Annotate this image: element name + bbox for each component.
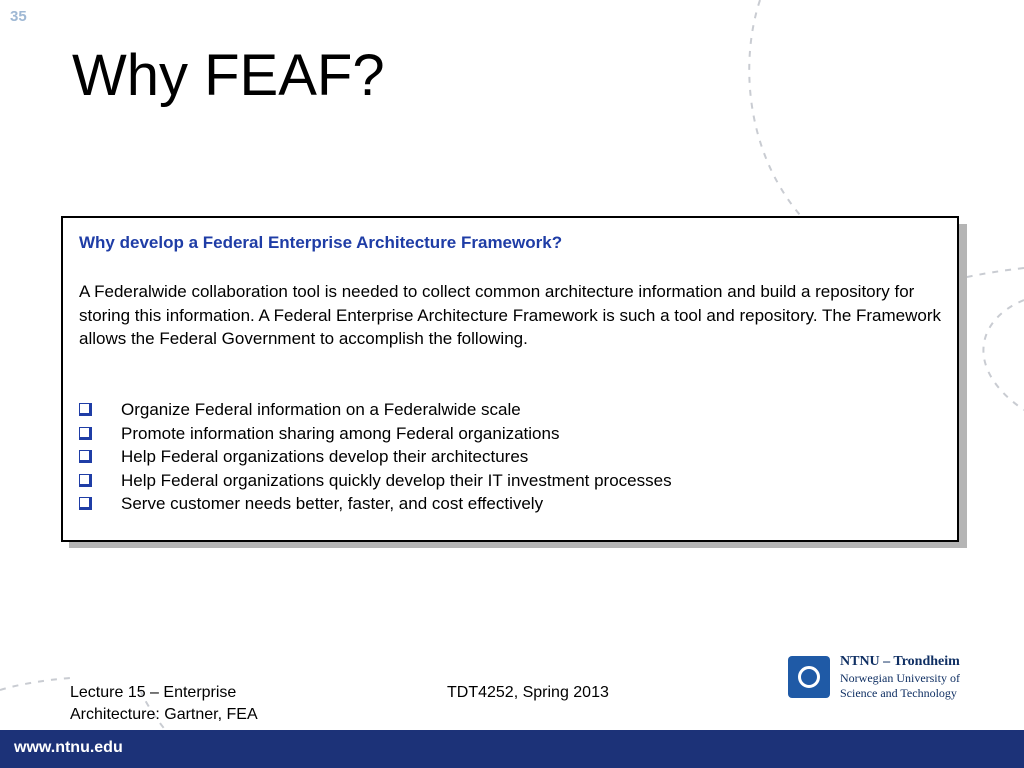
checkbox-bullet-icon [79,403,92,416]
list-item-text: Promote information sharing among Federal organizations [121,423,560,443]
bottom-bar [0,730,1024,768]
list-item [79,422,672,446]
list-item-text: Help Federal organizations quickly develop their IT investment processes [121,470,672,490]
slide-title: Why FEAF? [72,43,385,108]
list-item-text: Help Federal organizations develop their architectures [121,447,529,466]
list-item-text: Serve customer needs better, faster, and cost effectively [121,494,544,513]
list-item [79,398,672,422]
list-item [79,469,672,493]
ntnu-name: NTNU – Trondheim [840,654,960,669]
content-box [61,216,959,542]
box-heading: Why develop a Federal Enterprise Architecture Framework? [79,233,563,252]
list-item [79,445,672,469]
checkbox-bullet-icon [79,497,92,510]
checkbox-bullet-icon [79,474,92,487]
ntnu-logo-icon [788,656,830,698]
bullet-list [79,398,672,516]
footer-lecture-line1: Lecture 15 – Enterprise [70,684,237,701]
ntnu-subtitle-line2: Science and Technology [840,686,957,700]
footer-lecture [70,682,330,726]
list-item-text: Organize Federal information on a Federalwide scale [121,400,521,419]
slide-number: 35 [10,8,27,25]
ntnu-logo-text [840,653,960,701]
list-item [79,492,672,516]
box-paragraph: A Federalwide collaboration tool is needed to collect common architecture information and build a repository for storing this information. A Federal Enterprise Architecture Framework is such a tool and repository. The Framework allows the Federal Government to accomplish the following. [79,282,942,348]
footer-course: TDT4252, Spring 2013 [447,684,609,701]
ntnu-subtitle-line1: Norwegian University of [840,671,960,685]
checkbox-bullet-icon [79,427,92,440]
website-url-link[interactable]: www.ntnu.edu [14,739,123,756]
footer-lecture-line2: Architecture: Gartner, FEA [70,706,258,723]
checkbox-bullet-icon [79,450,92,463]
